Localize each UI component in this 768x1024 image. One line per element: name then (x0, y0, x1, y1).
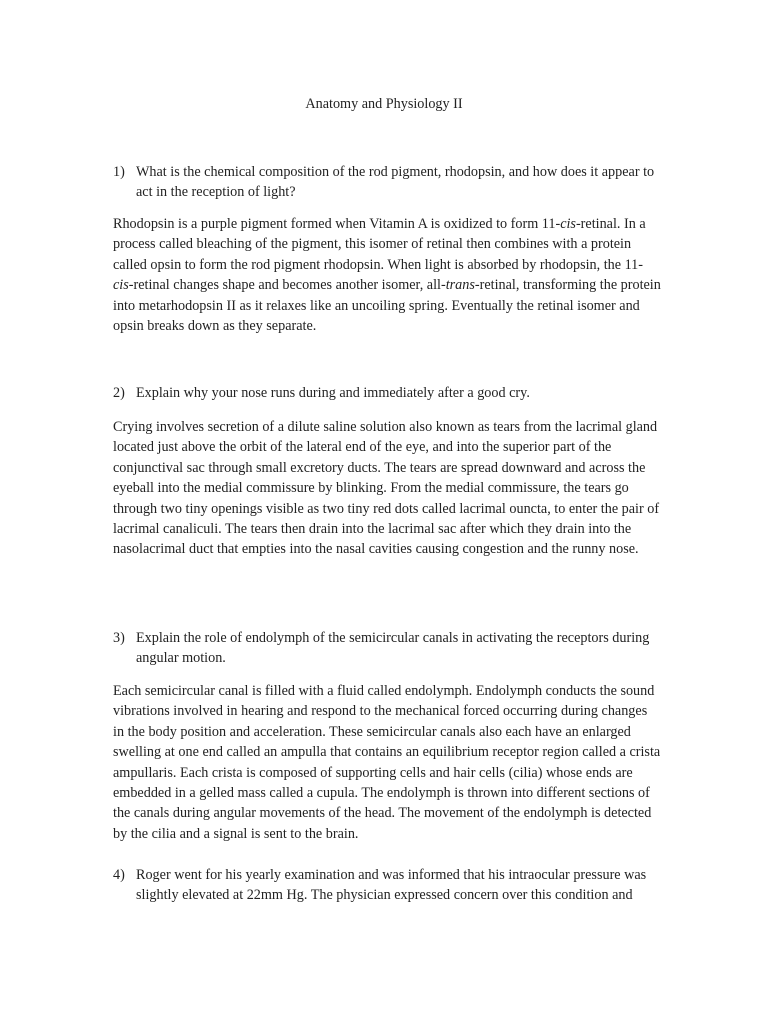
answer-text: -retinal. In a process called bleaching of the pigment, this isomer of retinal then combines with a protein called opsin to form the rod pigment rhodopsin. When light is absorbed by rhodopsin, the 11- (113, 216, 646, 273)
answer-text: -retinal changes shape and becomes another isomer, all- (128, 277, 446, 294)
answer-1 (113, 214, 661, 336)
question-text: What is the chemical composition of the rod pigment, rhodopsin, and how does it appear to act in the reception of light? (136, 164, 655, 201)
answer-paragraph: Crying involves secretion of a dilute saline solution also known as tears from the lacrimal gland located just above the orbit of the lateral end of the eye, and into the superior part of the conjunctival sac through small excretory ducts. The tears are spread downward and across the eyeball into the medial commissure by blinking. From the medial commissure, the tears go through two tiny openings visible as two tiny red dots called lacrimal ouncta, to enter the pair of lacrimal canaliculi. The tears then drain into the lacrimal sac after which they drain into the nasolacrimal duct that empties into the nasal cavities causing congestion and the runny nose. (113, 419, 660, 558)
answer-paragraph (113, 214, 661, 336)
question-text: Explain the role of endolymph of the semicircular canals in activating the receptors during angular motion. (136, 630, 650, 667)
question-text: Roger went for his yearly examination and was informed that his intraocular pressure was slightly elevated at 22mm Hg. The physician expressed concern over this condition and (136, 867, 647, 904)
answer-italic: cis (113, 277, 129, 294)
question-number: 3) (113, 630, 125, 646)
answer-text: Rhodopsin is a purple pigment formed when Vitamin A is oxidized to form 11- (113, 216, 561, 232)
answer-italic: trans (445, 277, 475, 294)
question-number: 1) (113, 164, 125, 180)
answer-3 (113, 681, 661, 844)
answer-text: -retinal, transforming the protein into metarhodopsin II as it relaxes like an uncoiling spring. Eventually the retinal isomer and opsin breaks down as they separate. (113, 277, 661, 335)
question-2 (113, 383, 673, 403)
question-text: Explain why your nose runs during and immediately after a good cry. (136, 385, 530, 401)
question-4 (113, 865, 673, 906)
question-number: 4) (113, 867, 125, 883)
document-title: Anatomy and Physiology II (305, 96, 463, 112)
question-3 (113, 628, 673, 669)
answer-paragraph: Each semicircular canal is filled with a fluid called endolymph. Endolymph conducts the sound vibrations involved in hearing and respond to the mechanical forced occurring during changes in the body position and acceleration. These semicircular canals also each have an enlarged swelling at one end called an ampulla that contains an equilibrium receptor region called a crista ampullaris. Each crista is composed of supporting cells and hair cells (cilia) whose ends are embedded in a gelled mass called a cupula. The endolymph is thrown into different sections of the canals during angular movements of the head. The movement of the endolymph is detected by the cilia and a signal is sent to the brain. (113, 683, 661, 842)
question-1 (113, 162, 673, 203)
answer-2 (113, 417, 661, 560)
answer-italic: cis (560, 216, 576, 232)
question-number: 2) (113, 385, 125, 401)
